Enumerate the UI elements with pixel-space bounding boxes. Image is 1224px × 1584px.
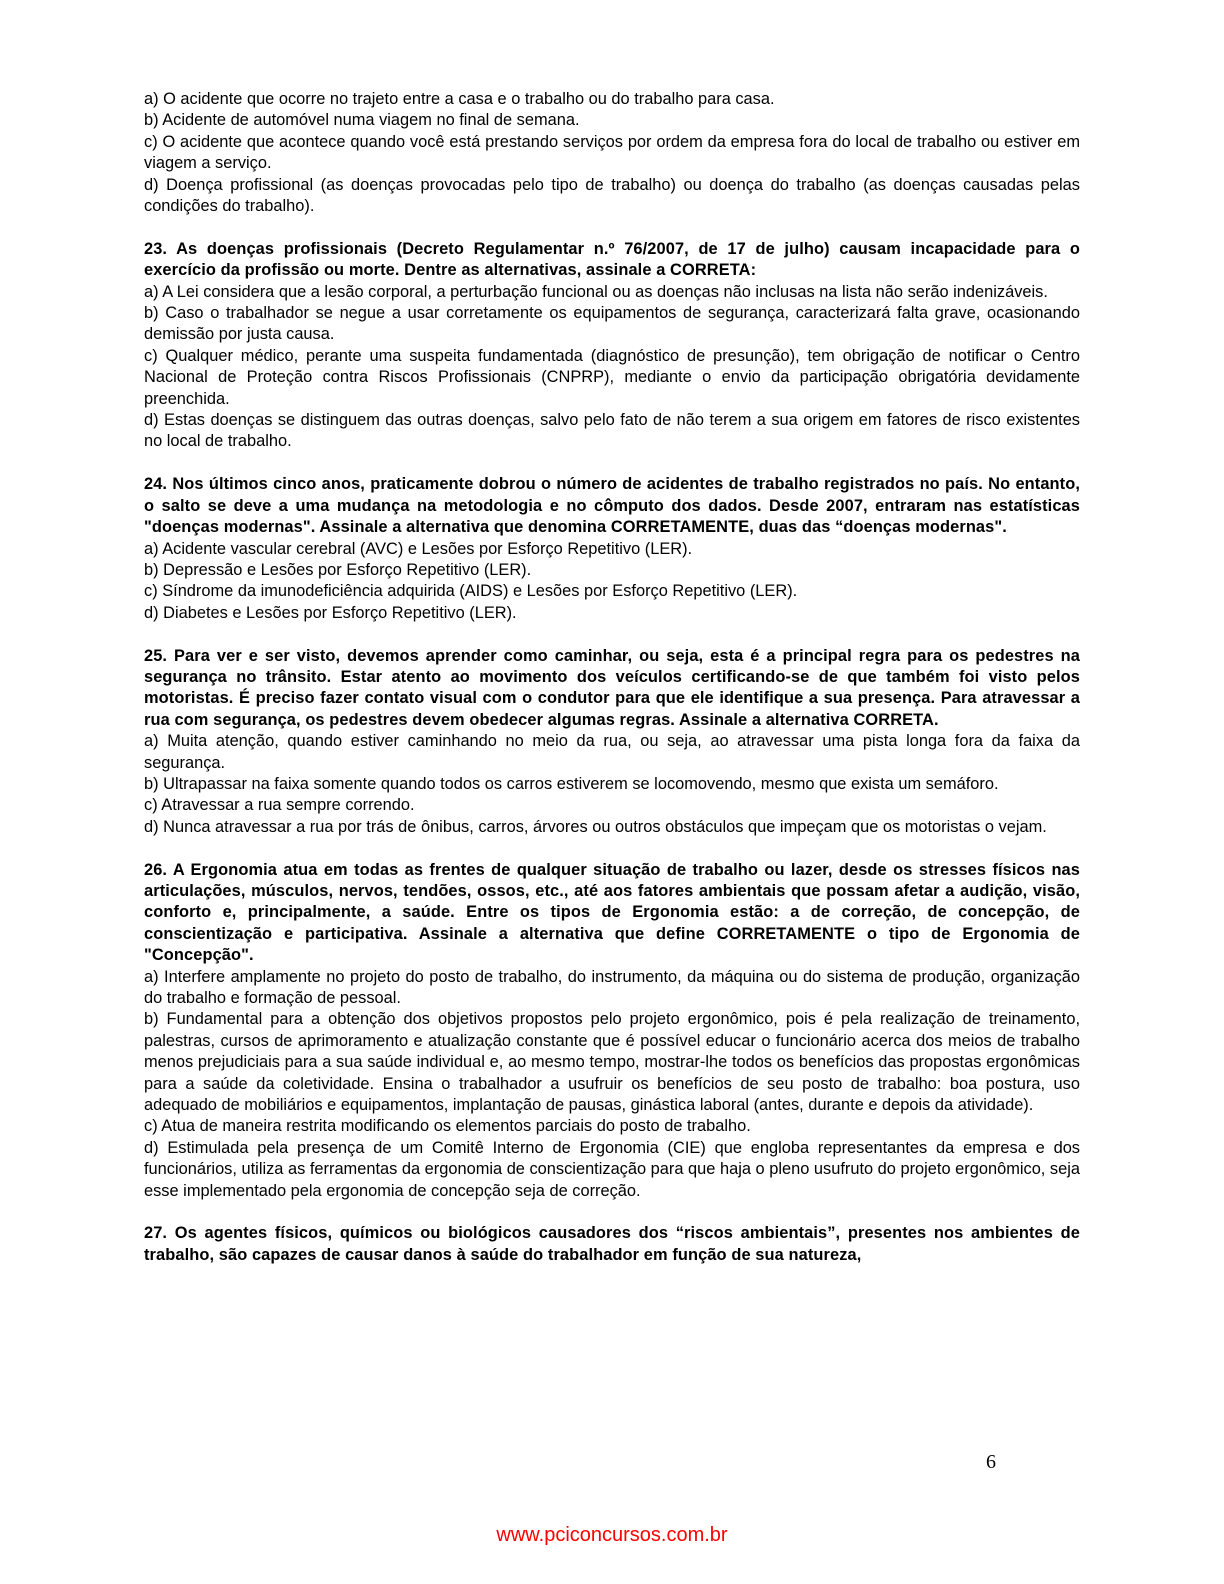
option-b: b) Ultrapassar na faixa somente quando todos os carros estiverem se locomovendo, mesmo que exista um semáforo. xyxy=(144,774,999,793)
option-a: a) Muita atenção, quando estiver caminhando no meio da rua, ou seja, ao atravessar uma pista longa fora da faixa da segurança. xyxy=(144,732,1080,772)
question-27 xyxy=(144,1223,1080,1266)
option-c: c) Qualquer médico, perante uma suspeita fundamentada (diagnóstico de presunção), tem obrigação de notificar o Centro Nacional de Proteção contra Riscos Profissionais (CNPRP), mediante o envio da participação obrigatória devidamente preenchida. xyxy=(144,346,1080,408)
option-c: c) Atravessar a rua sempre correndo. xyxy=(144,796,415,815)
option-a: a) Acidente vascular cerebral (AVC) e Lesões por Esforço Repetitivo (LER). xyxy=(144,539,693,558)
option-b: b) Fundamental para a obtenção dos objetivos propostos pelo projeto ergonômico, pois é pela realização de treinamento, palestras, cursos de aprimoramento e atualização constante que é possível educar o funcionário acerca dos meios de trabalho menos prejudiciais para a sua saúde individual e, ao mesmo tempo, mostrar-lhe todos os benefícios das propostas ergonômicas para a saúde da coletividade. Ensina o trabalhador a usufruir os benefícios de seu posto de trabalho: boa postura, uso adequado de mobiliários e equipamentos, implantação de pausas, ginástica laboral (antes, durante e depois da atividade). xyxy=(144,1010,1080,1115)
question-25 xyxy=(144,646,1080,839)
previous-question-options xyxy=(144,89,1080,217)
option-b: b) Acidente de automóvel numa viagem no final de semana. xyxy=(144,111,580,130)
option-a: a) O acidente que ocorre no trajeto entre a casa e o trabalho ou do trabalho para casa. xyxy=(144,90,775,108)
option-d: d) Diabetes e Lesões por Esforço Repetitivo (LER). xyxy=(144,603,517,622)
question-stem: 25. Para ver e ser visto, devemos aprender como caminhar, ou seja, esta é a principal regra para os pedestres na segurança no trânsito. Estar atento ao movimento dos veículos certificando-se de que também foi visto pelos motoristas. É preciso fazer contato visual com o condutor para que ele identifique a sua presença. Para atravessar a rua com segurança, os pedestres devem obedecer algumas regras. Assinale a alternativa CORRETA. xyxy=(144,646,1080,729)
question-stem: 23. As doenças profissionais (Decreto Regulamentar n.º 76/2007, de 17 de julho) causam incapacidade para o exercício da profissão ou morte. Dentre as alternativas, assinale a CORRETA: xyxy=(144,239,1080,280)
question-stem: 26. A Ergonomia atua em todas as frentes de qualquer situação de trabalho ou lazer, desde os stresses físicos nas articulações, músculos, nervos, tendões, ossos, etc., até aos fatores ambientais que possam afetar a audição, visão, conforto e, principalmente, a saúde. Entre os tipos de Ergonomia estão: a de correção, de concepção, de conscientização e participativa. Assinale a alternativa que define CORRETAMENTE o tipo de Ergonomia de "Concepção". xyxy=(144,860,1080,965)
option-a: a) Interfere amplamente no projeto do posto de trabalho, do instrumento, da máquina ou do sistema de produção, organização do trabalho e formação de pessoal. xyxy=(144,967,1080,1007)
question-stem: 24. Nos últimos cinco anos, praticamente dobrou o número de acidentes de trabalho registrados no país. No entanto, o salto se deve a uma mudança na metodologia e no cômputo dos dados. Desde 2007, entraram nas estatísticas "doenças modernas". Assinale a alternativa que denomina CORRETAMENTE, duas das “doenças modernas". xyxy=(144,475,1080,537)
option-d: d) Estimulada pela presença de um Comitê Interno de Ergonomia (CIE) que engloba representantes da empresa e dos funcionários, utiliza as ferramentas da ergonomia de conscientização para que haja o pleno usufruto do projeto ergonômico, seja esse implementado pela ergonomia de concepção seja de correção. xyxy=(144,1138,1080,1200)
option-b: b) Caso o trabalhador se negue a usar corretamente os equipamentos de segurança, caracterizará falta grave, ocasionando demissão por justa causa. xyxy=(144,304,1080,344)
option-d: d) Doença profissional (as doenças provocadas pelo tipo de trabalho) ou doença do trabalho (as doenças causadas pelas condições do trabalho). xyxy=(144,175,1080,216)
question-stem: 27. Os agentes físicos, químicos ou biológicos causadores dos “riscos ambientais”, presentes nos ambientes de trabalho, são capazes de causar danos à saúde do trabalhador em função de sua natureza, xyxy=(144,1224,1080,1264)
exam-page xyxy=(144,89,1080,1266)
website-link[interactable]: www.pciconcursos.com.br xyxy=(496,1524,728,1546)
question-24 xyxy=(144,474,1080,624)
option-c: c) Atua de maneira restrita modificando os elementos parciais do posto de trabalho. xyxy=(144,1117,751,1136)
page-number: 6 xyxy=(986,1451,996,1473)
option-c: c) O acidente que acontece quando você está prestando serviços por ordem da empresa fora do local de trabalho ou estiver em viagem a serviço. xyxy=(144,132,1080,173)
question-23 xyxy=(144,239,1080,453)
question-26 xyxy=(144,860,1080,1203)
option-b: b) Depressão e Lesões por Esforço Repetitivo (LER). xyxy=(144,560,532,579)
option-a: a) A Lei considera que a lesão corporal, a perturbação funcional ou as doenças não inclusas na lista não serão indenizáveis. xyxy=(144,282,1048,301)
option-c: c) Síndrome da imunodeficiência adquirida (AIDS) e Lesões por Esforço Repetitivo (LER). xyxy=(144,582,798,601)
option-d: d) Estas doenças se distinguem das outras doenças, salvo pelo fato de não terem a sua origem em fatores de risco existentes no local de trabalho. xyxy=(144,411,1080,451)
option-d: d) Nunca atravessar a rua por trás de ônibus, carros, árvores ou outros obstáculos que impeçam que os motoristas o vejam. xyxy=(144,817,1047,836)
